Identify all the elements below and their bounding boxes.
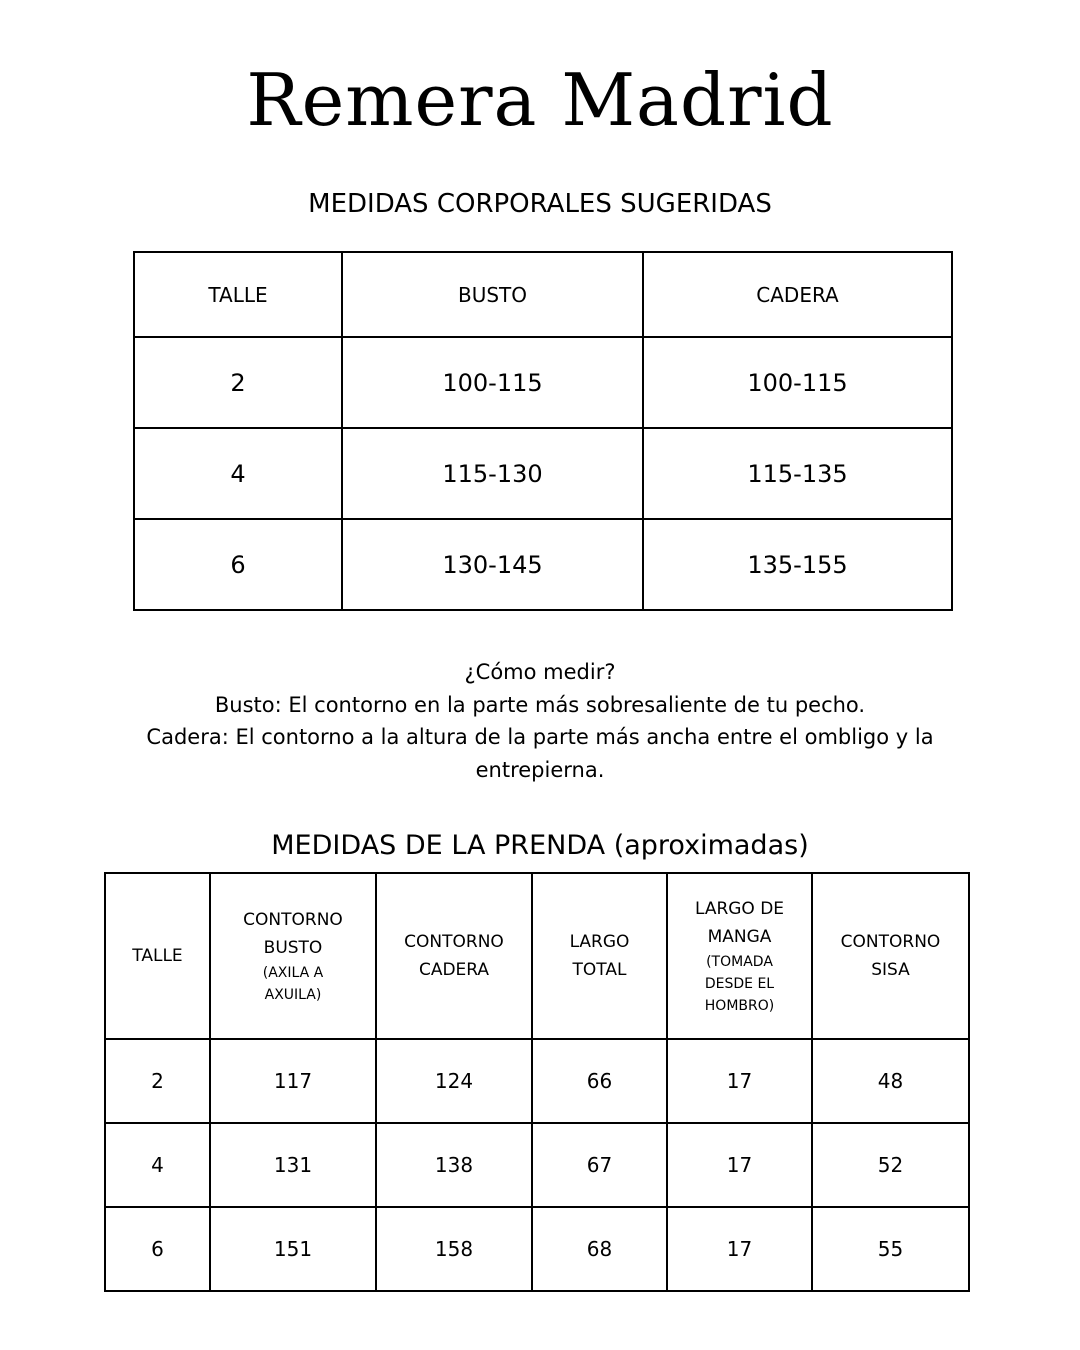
- cell-talle: 2: [134, 337, 342, 428]
- cell-largo-manga: 17: [667, 1207, 812, 1291]
- how-to-measure-hip: Cadera: El contorno a la altura de la parte más ancha entre el ombligo y la entrepierna.: [146, 725, 934, 782]
- cell-cadera: 135-155: [643, 519, 952, 610]
- cell-largo-manga: 17: [667, 1123, 812, 1207]
- cell-contorno-cadera: 124: [376, 1039, 532, 1123]
- cell-contorno-cadera: 138: [376, 1123, 532, 1207]
- header-contorno-sisa: [812, 873, 969, 1039]
- cell-talle: 6: [134, 519, 342, 610]
- header-sub: (AXILA A AXUILA): [262, 965, 324, 1003]
- how-to-measure: [120, 656, 960, 786]
- table-header-row: [105, 873, 969, 1039]
- table-row: [134, 337, 952, 428]
- header-contorno-cadera: [376, 873, 532, 1039]
- cell-largo-total: 68: [532, 1207, 667, 1291]
- cell-contorno-busto: 131: [210, 1123, 376, 1207]
- page-title: Remera Madrid: [246, 58, 834, 142]
- garment-measurements-heading: MEDIDAS DE LA PRENDA (aproximadas): [271, 830, 809, 861]
- table-row: [134, 428, 952, 519]
- cell-contorno-sisa: 48: [812, 1039, 969, 1123]
- cell-busto: 130-145: [342, 519, 643, 610]
- cell-contorno-sisa: 52: [812, 1123, 969, 1207]
- cell-largo-total: 67: [532, 1123, 667, 1207]
- cell-busto: 115-130: [342, 428, 643, 519]
- cell-largo-total: 66: [532, 1039, 667, 1123]
- cell-contorno-cadera: 158: [376, 1207, 532, 1291]
- how-to-measure-question: ¿Cómo medir?: [464, 660, 616, 684]
- table-row: [105, 1039, 969, 1123]
- cell-contorno-busto: 117: [210, 1039, 376, 1123]
- header-contorno-busto: [210, 873, 376, 1039]
- how-to-measure-bust: Busto: El contorno en la parte más sobresaliente de tu pecho.: [214, 692, 866, 717]
- cell-contorno-sisa: 55: [812, 1207, 969, 1291]
- header-sub: (TOMADA DESDE EL HOMBRO): [704, 954, 775, 1014]
- cell-talle: 6: [105, 1207, 210, 1291]
- header-largo-manga: [667, 873, 812, 1039]
- cell-contorno-busto: 151: [210, 1207, 376, 1291]
- header-talle: TALLE: [134, 252, 342, 337]
- garment-measurements-table: [104, 872, 970, 1292]
- header-main: CONTORNO SISA: [840, 932, 941, 980]
- header-main: LARGO DE MANGA: [694, 899, 785, 947]
- body-measurements-heading: MEDIDAS CORPORALES SUGERIDAS: [308, 189, 772, 219]
- header-cadera: CADERA: [643, 252, 952, 337]
- header-main: CONTORNO BUSTO: [243, 910, 343, 958]
- header-main: LARGO TOTAL: [569, 932, 630, 980]
- cell-cadera: 115-135: [643, 428, 952, 519]
- cell-cadera: 100-115: [643, 337, 952, 428]
- header-largo-total: [532, 873, 667, 1039]
- header-main: CONTORNO CADERA: [404, 932, 504, 980]
- cell-busto: 100-115: [342, 337, 643, 428]
- cell-talle: 4: [134, 428, 342, 519]
- table-header-row: [134, 252, 952, 337]
- table-row: [134, 519, 952, 610]
- cell-largo-manga: 17: [667, 1039, 812, 1123]
- table-row: [105, 1123, 969, 1207]
- header-busto: BUSTO: [342, 252, 643, 337]
- header-main: TALLE: [132, 946, 183, 966]
- body-measurements-table: [133, 251, 953, 611]
- header-talle: [105, 873, 210, 1039]
- cell-talle: 2: [105, 1039, 210, 1123]
- table-row: [105, 1207, 969, 1291]
- cell-talle: 4: [105, 1123, 210, 1207]
